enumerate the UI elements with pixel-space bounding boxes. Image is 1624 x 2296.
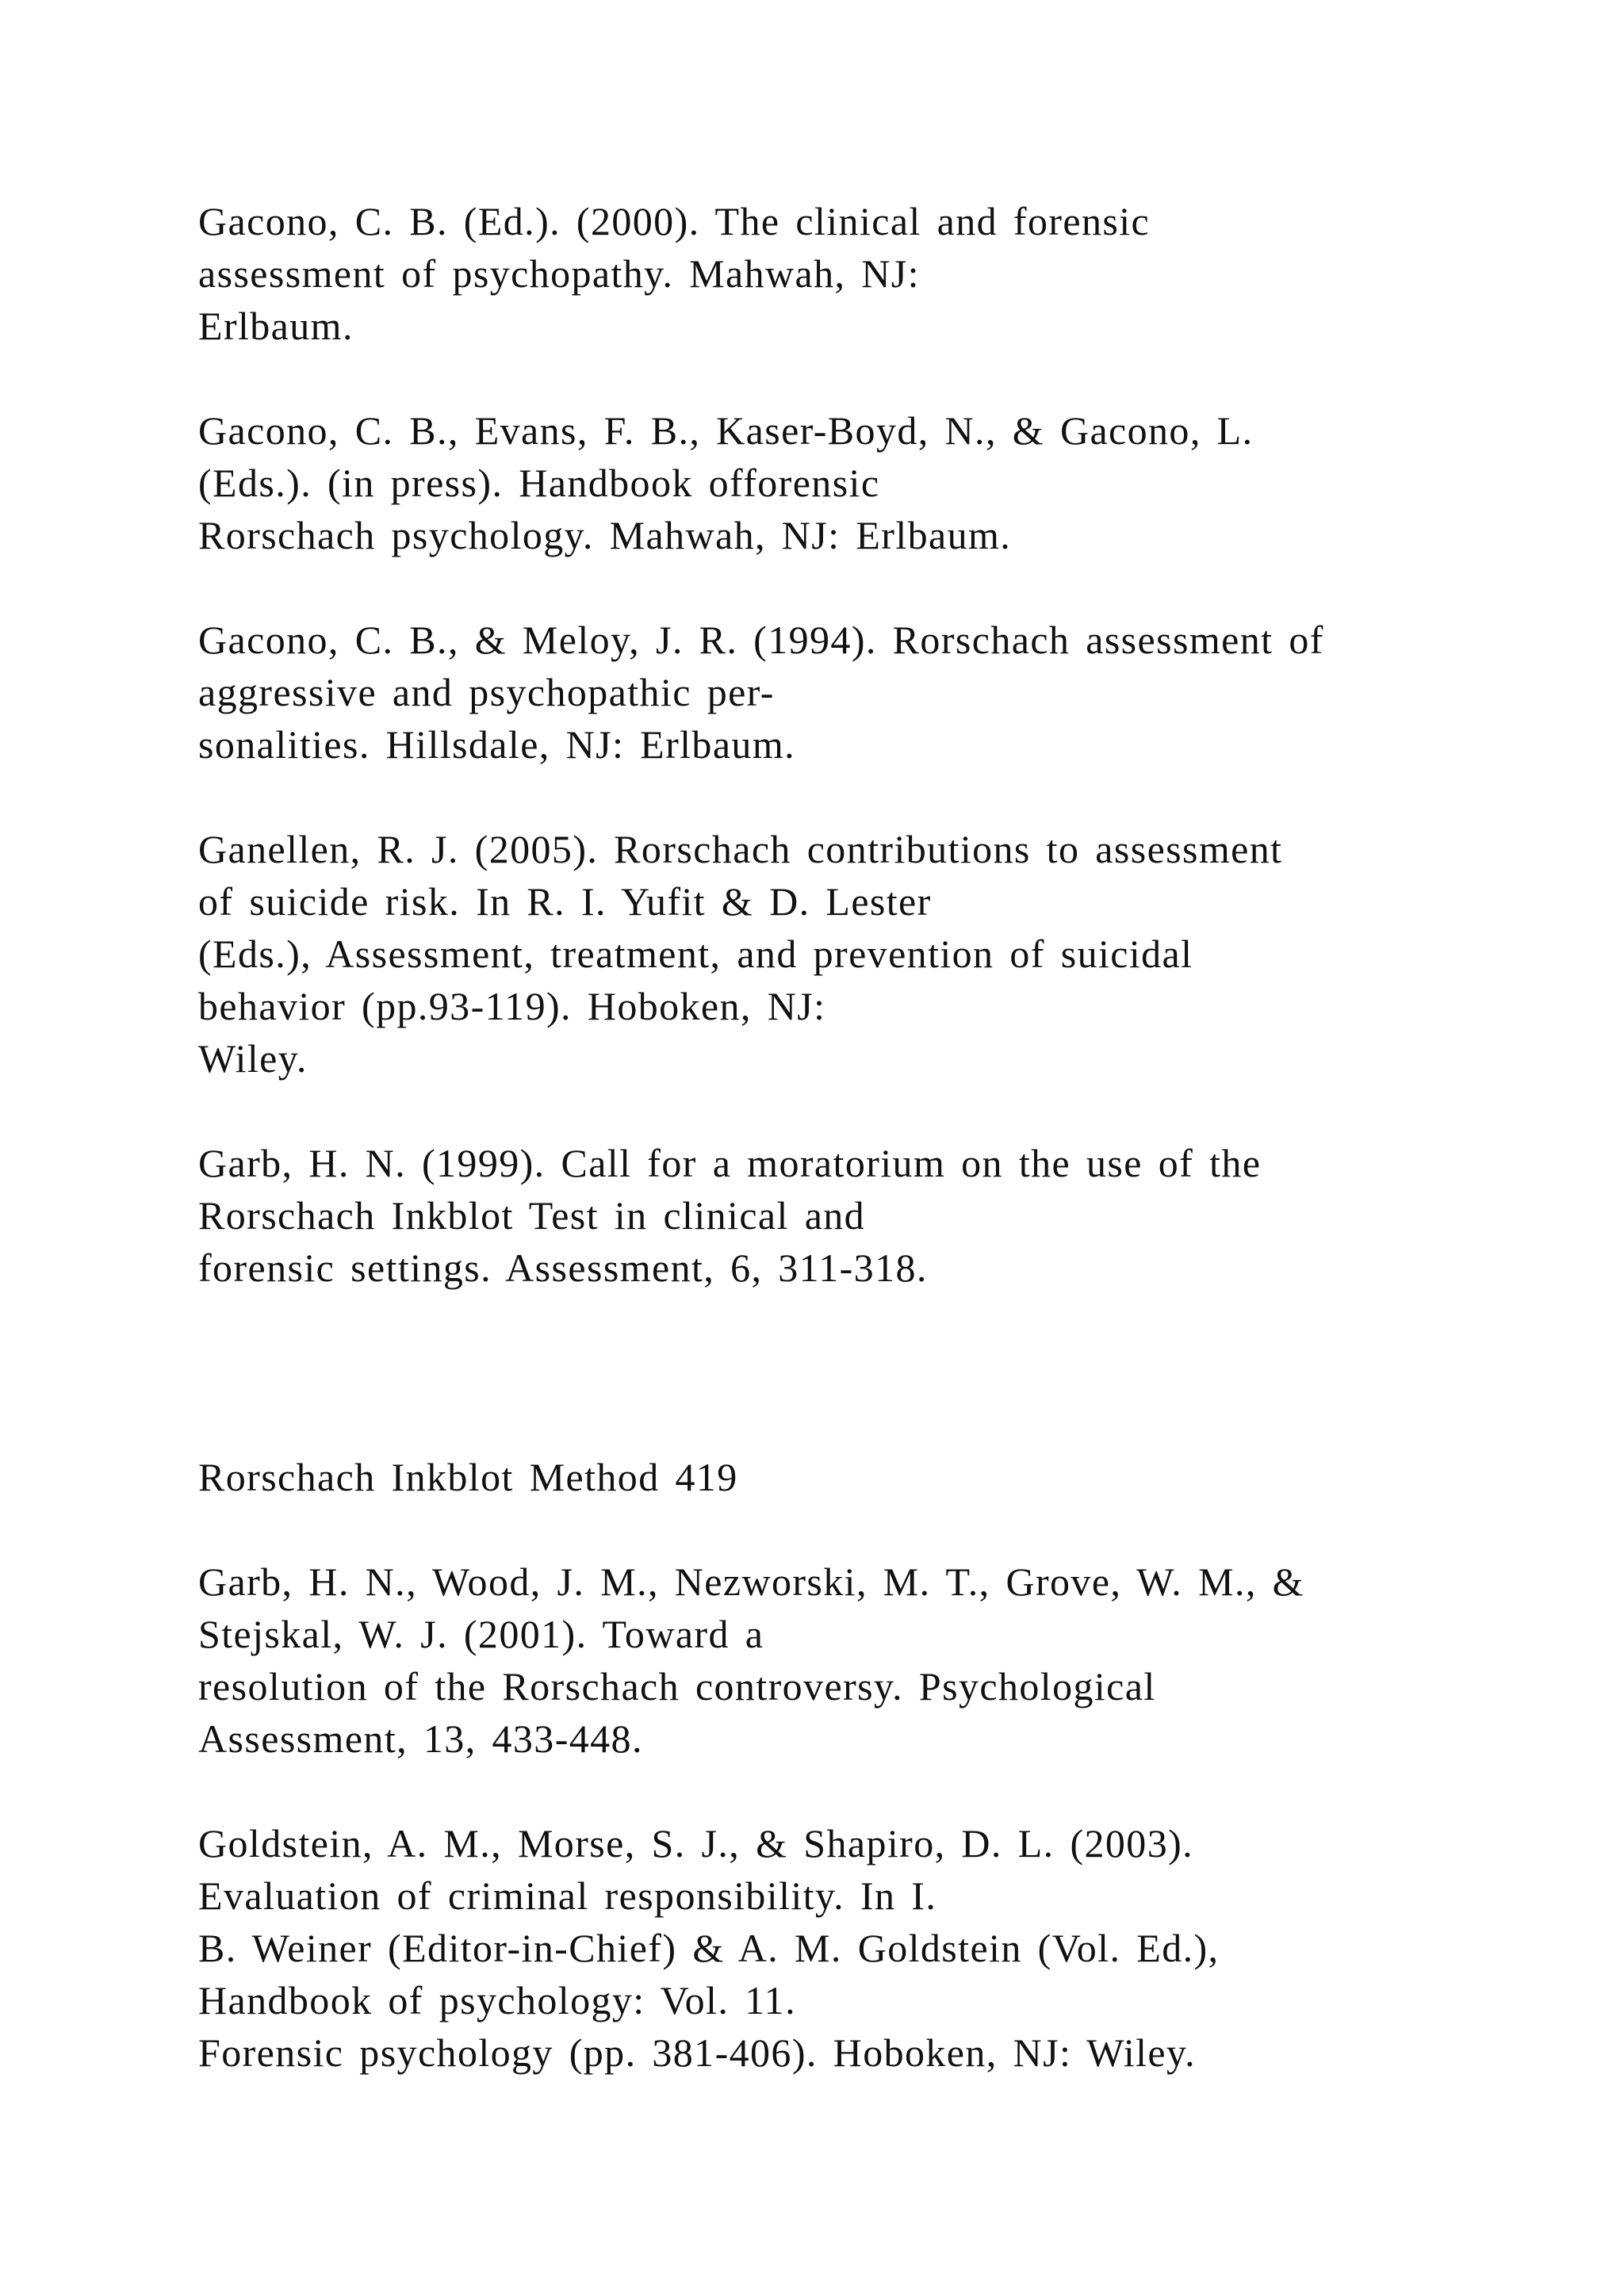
reference-line: Goldstein, A. M., Morse, S. J., & Shapiro, D. L. (2003). [198, 1821, 1194, 1866]
reference-line: Gacono, C. B., & Meloy, J. R. (1994). Rorschach assessment of [198, 618, 1324, 662]
reference-line: Gacono, C. B. (Ed.). (2000). The clinical and forensic [198, 199, 1151, 243]
reference-line: Garb, H. N. (1999). Call for a moratorium on the use of the [198, 1141, 1262, 1185]
reference-line: assessment of psychopathy. Mahwah, NJ: [198, 251, 920, 296]
reference-line: Ganellen, R. J. (2005). Rorschach contributions to assessment [198, 827, 1283, 871]
reference-line: Evaluation of criminal responsibility. In I. [198, 1873, 937, 1918]
reference-line: (Eds.), Assessment, treatment, and prevention of suicidal [198, 932, 1193, 976]
running-header: Rorschach Inkblot Method 419 [198, 1455, 738, 1499]
reference-line: of suicide risk. In R. I. Yufit & D. Lester [198, 879, 932, 924]
reference-line: Stejskal, W. J. (2001). Toward a [198, 1612, 764, 1656]
reference-line: B. Weiner (Editor-in-Chief) & A. M. Goldstein (Vol. Ed.), [198, 1926, 1220, 1970]
reference-line: (Eds.). (in press). Handbook offorensic [198, 461, 880, 505]
reference-line: Rorschach psychology. Mahwah, NJ: Erlbaum. [198, 513, 1012, 557]
reference-line: Wiley. [198, 1036, 308, 1081]
reference-line: aggressive and psychopathic per- [198, 670, 775, 714]
reference-line: forensic settings. Assessment, 6, 311-318. [198, 1246, 928, 1290]
reference-line: Assessment, 13, 433-448. [198, 1716, 643, 1761]
reference-line: Gacono, C. B., Evans, F. B., Kaser-Boyd, N., & Gacono, L. [198, 408, 1254, 453]
reference-line: Garb, H. N., Wood, J. M., Nezworski, M. T., Grove, W. M., & [198, 1559, 1304, 1604]
reference-line: sonalities. Hillsdale, NJ: Erlbaum. [198, 722, 796, 767]
reference-line: behavior (pp.93-119). Hoboken, NJ: [198, 984, 826, 1028]
reference-line: Handbook of psychology: Vol. 11. [198, 1978, 796, 2022]
reference-line: Forensic psychology (pp. 381-406). Hoboken, NJ: Wiley. [198, 2030, 1197, 2075]
reference-line: resolution of the Rorschach controversy. Psychological [198, 1664, 1156, 1709]
reference-line: Rorschach Inkblot Test in clinical and [198, 1193, 866, 1238]
reference-line: Erlbaum. [198, 304, 354, 348]
